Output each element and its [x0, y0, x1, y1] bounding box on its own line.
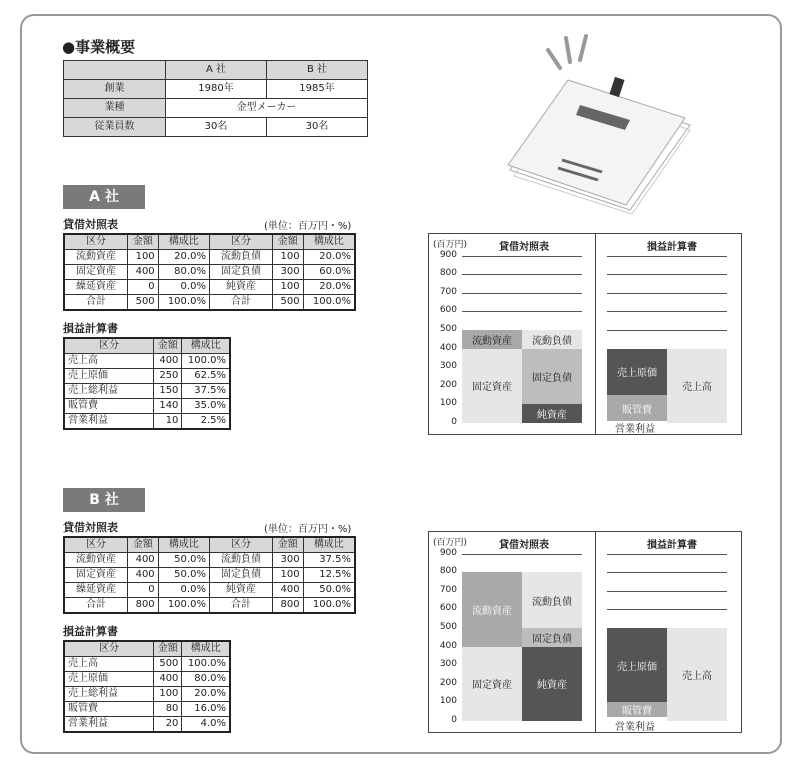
y-tick-label: 500	[439, 324, 457, 334]
bs-header: 区分	[209, 234, 272, 250]
chart-pl-title: 損益計算書	[647, 242, 697, 253]
company-b-pl-title: 損益計算書	[63, 625, 118, 638]
pl-cell: 400	[154, 672, 182, 687]
y-tick-label: 900	[439, 547, 457, 558]
y-tick-label: 100	[439, 398, 457, 409]
y-tick-label: 400	[439, 342, 457, 353]
y-tick-label: 400	[439, 640, 457, 651]
y-tick-label: 300	[439, 659, 457, 670]
company-a-banner: A 社	[63, 185, 145, 209]
bs-cell: 0	[128, 280, 159, 295]
pl-cell: 20	[154, 717, 182, 733]
y-tick-label: 100	[439, 696, 457, 707]
bs-header: 構成比	[158, 537, 209, 553]
bs-cell: 400	[128, 553, 159, 568]
pl-header: 構成比	[182, 641, 230, 657]
chart-bs-title: 貸借対照表	[499, 540, 549, 551]
pl-header: 金額	[154, 641, 182, 657]
bs-cell: 流動負債	[209, 250, 272, 265]
table-row	[64, 399, 230, 414]
pl-cell: 250	[154, 369, 182, 384]
bs-cell: 合計	[209, 598, 272, 614]
chart-block: 販管費	[607, 395, 667, 421]
bs-cell: 合計	[64, 295, 128, 311]
pl-cell: 20.0%	[182, 687, 230, 702]
company-b-pl-table	[63, 640, 231, 733]
chart-block: 純資産	[522, 404, 582, 423]
pl-header: 区分	[64, 338, 154, 354]
table-row	[64, 553, 355, 568]
pl-cell: 売上高	[64, 354, 154, 369]
chart-block: 販管費	[607, 702, 667, 717]
pl-cell: 10	[154, 414, 182, 430]
pl-cell: 100	[154, 687, 182, 702]
pl-cell: 140	[154, 399, 182, 414]
gridline	[462, 293, 582, 294]
overview-title: ●事業概要	[62, 38, 136, 56]
company-a-bs-unit: (単位：百万円・%)	[264, 221, 352, 232]
bs-cell: 100.0%	[303, 598, 355, 614]
table-row	[64, 583, 355, 598]
bs-cell: 20.0%	[303, 280, 355, 295]
bs-header: 構成比	[303, 537, 355, 553]
bs-cell: 50.0%	[303, 583, 355, 598]
pl-cell: 100.0%	[182, 657, 230, 672]
gridline	[462, 554, 582, 555]
chart-block: 流動負債	[522, 572, 582, 628]
pl-cell: 62.5%	[182, 369, 230, 384]
gridline	[607, 609, 727, 610]
bs-header: 構成比	[158, 234, 209, 250]
gridline	[462, 274, 582, 275]
bs-cell: 300	[272, 265, 303, 280]
y-tick-label: 900	[439, 249, 457, 260]
y-tick-label: 200	[439, 379, 457, 390]
overview-label-founded: 創業	[64, 80, 166, 99]
pl-cell: 売上原価	[64, 672, 154, 687]
bs-cell: 繰延資産	[64, 280, 128, 295]
chart-block: 流動資産	[462, 330, 522, 349]
bs-cell: 流動負債	[209, 553, 272, 568]
gridline	[607, 330, 727, 331]
table-row	[64, 598, 355, 614]
y-tick-label: 200	[439, 677, 457, 688]
overview-label-employees: 従業員数	[64, 118, 166, 137]
gridline	[462, 311, 582, 312]
y-tick-label: 600	[439, 305, 457, 316]
overview-header-a: A 社	[166, 61, 267, 80]
gridline	[607, 554, 727, 555]
operating-profit-label: 営業利益	[615, 424, 655, 435]
bs-cell: 20.0%	[303, 250, 355, 265]
company-a-chart	[428, 233, 742, 435]
bs-cell: 純資産	[209, 583, 272, 598]
table-row	[64, 265, 355, 280]
table-row	[64, 280, 355, 295]
company-a-pl-table	[63, 337, 231, 430]
chart-block: 売上原価	[607, 628, 667, 702]
table-row	[64, 568, 355, 583]
bs-cell: 500	[272, 295, 303, 311]
bs-cell: 流動資産	[64, 250, 128, 265]
y-tick-label: 300	[439, 361, 457, 372]
overview-industry: 金型メーカー	[166, 99, 368, 118]
company-b-bs-unit: (単位：百万円・%)	[264, 524, 352, 535]
bs-cell: 固定資産	[64, 265, 128, 280]
pl-cell: 37.5%	[182, 384, 230, 399]
bs-cell: 100	[128, 250, 159, 265]
bs-cell: 37.5%	[303, 553, 355, 568]
table-row	[64, 702, 230, 717]
y-tick-label: 500	[439, 622, 457, 632]
bs-cell: 800	[128, 598, 159, 614]
bs-cell: 固定資産	[64, 568, 128, 583]
company-b-chart	[428, 531, 742, 733]
chart-block: 流動資産	[462, 572, 522, 646]
chart-block: 固定負債	[522, 349, 582, 405]
pl-cell: 販管費	[64, 702, 154, 717]
bs-cell: 100	[272, 280, 303, 295]
table-row	[64, 295, 355, 311]
bs-cell: 純資産	[209, 280, 272, 295]
chart-block: 売上高	[667, 628, 727, 721]
company-b-banner: B 社	[63, 488, 145, 512]
chart-unit: (百万円)	[433, 538, 468, 548]
bs-cell: 固定負債	[209, 265, 272, 280]
bs-header: 金額	[272, 234, 303, 250]
bs-header: 区分	[64, 234, 128, 250]
pl-cell: 150	[154, 384, 182, 399]
pl-cell: 販管費	[64, 399, 154, 414]
pl-cell: 500	[154, 657, 182, 672]
gridline	[607, 256, 727, 257]
bs-cell: 100.0%	[158, 598, 209, 614]
gridline	[607, 274, 727, 275]
bs-cell: 100	[272, 568, 303, 583]
bs-cell: 0.0%	[158, 583, 209, 598]
chart-block: 流動負債	[522, 330, 582, 349]
bs-cell: 20.0%	[158, 250, 209, 265]
y-tick-label: 800	[439, 268, 457, 279]
bs-header: 区分	[209, 537, 272, 553]
overview-header-b: B 社	[267, 61, 368, 80]
bs-cell: 合計	[209, 295, 272, 311]
pl-cell: 400	[154, 354, 182, 369]
bs-cell: 0.0%	[158, 280, 209, 295]
pl-cell: 売上高	[64, 657, 154, 672]
bs-header: 金額	[272, 537, 303, 553]
bs-cell: 400	[128, 265, 159, 280]
chart-block: 固定資産	[462, 647, 522, 721]
table-row	[64, 250, 355, 265]
pl-header: 金額	[154, 338, 182, 354]
overview-founded-b: 1985年	[267, 80, 368, 99]
pl-cell: 営業利益	[64, 414, 154, 430]
bs-cell: 100.0%	[303, 295, 355, 311]
bs-cell: 12.5%	[303, 568, 355, 583]
table-row	[64, 354, 230, 369]
company-a-pl-title: 損益計算書	[63, 322, 118, 335]
chart-pl-title: 損益計算書	[647, 540, 697, 551]
bs-cell: 300	[272, 553, 303, 568]
bs-cell: 500	[128, 295, 159, 311]
y-tick-label: 700	[439, 286, 457, 297]
bs-cell: 50.0%	[158, 568, 209, 583]
gridline	[462, 256, 582, 257]
company-b-bs-table	[63, 536, 356, 614]
operating-profit-label: 営業利益	[615, 722, 655, 733]
bs-header: 区分	[64, 537, 128, 553]
bs-cell: 合計	[64, 598, 128, 614]
pl-header: 区分	[64, 641, 154, 657]
bs-cell: 100	[272, 250, 303, 265]
document-clip-illustration	[500, 30, 700, 215]
chart-block: 固定負債	[522, 628, 582, 647]
bs-cell: 800	[272, 598, 303, 614]
bs-header: 金額	[128, 537, 159, 553]
overview-table	[63, 60, 368, 137]
gridline	[607, 591, 727, 592]
overview-founded-a: 1980年	[166, 80, 267, 99]
gridline	[607, 572, 727, 573]
gridline	[607, 293, 727, 294]
company-a-bs-title: 貸借対照表	[63, 218, 118, 231]
bs-cell: 80.0%	[158, 265, 209, 280]
pl-cell: 売上総利益	[64, 687, 154, 702]
bs-cell: 流動資産	[64, 553, 128, 568]
overview-employees-b: 30名	[267, 118, 368, 137]
bs-cell: 50.0%	[158, 553, 209, 568]
company-a-bs-table	[63, 233, 356, 311]
chart-divider	[595, 532, 596, 732]
overview-employees-a: 30名	[166, 118, 267, 137]
bs-cell: 60.0%	[303, 265, 355, 280]
pl-cell: 売上原価	[64, 369, 154, 384]
chart-block: 純資産	[522, 647, 582, 721]
bs-header: 構成比	[303, 234, 355, 250]
table-row	[64, 414, 230, 430]
table-row	[64, 657, 230, 672]
gridline	[607, 311, 727, 312]
table-row	[64, 369, 230, 384]
pl-cell: 80	[154, 702, 182, 717]
bs-cell: 繰延資産	[64, 583, 128, 598]
pl-cell: 100.0%	[182, 354, 230, 369]
company-b-bs-title: 貸借対照表	[63, 521, 118, 534]
pl-cell: 35.0%	[182, 399, 230, 414]
bs-cell: 100.0%	[158, 295, 209, 311]
table-row	[64, 672, 230, 687]
pl-cell: 2.5%	[182, 414, 230, 430]
pl-header: 構成比	[182, 338, 230, 354]
pl-cell: 80.0%	[182, 672, 230, 687]
y-tick-label: 600	[439, 603, 457, 614]
y-tick-label: 700	[439, 584, 457, 595]
bs-cell: 400	[128, 568, 159, 583]
chart-bs-title: 貸借対照表	[499, 242, 549, 253]
pl-cell: 売上総利益	[64, 384, 154, 399]
bs-cell: 0	[128, 583, 159, 598]
overview-corner	[64, 61, 166, 80]
chart-block: 固定資産	[462, 349, 522, 423]
table-row	[64, 384, 230, 399]
bs-cell: 400	[272, 583, 303, 598]
chart-block: 売上原価	[607, 349, 667, 396]
table-row	[64, 717, 230, 733]
pl-cell: 16.0%	[182, 702, 230, 717]
y-tick-label: 0	[451, 417, 457, 427]
bs-cell: 固定負債	[209, 568, 272, 583]
y-tick-label: 0	[451, 715, 457, 725]
chart-block: 売上高	[667, 349, 727, 423]
pl-cell: 営業利益	[64, 717, 154, 733]
chart-unit: (百万円)	[433, 240, 468, 250]
bs-header: 金額	[128, 234, 159, 250]
y-tick-label: 800	[439, 566, 457, 577]
overview-label-industry: 業種	[64, 99, 166, 118]
chart-divider	[595, 234, 596, 434]
pl-cell: 4.0%	[182, 717, 230, 733]
table-row	[64, 687, 230, 702]
